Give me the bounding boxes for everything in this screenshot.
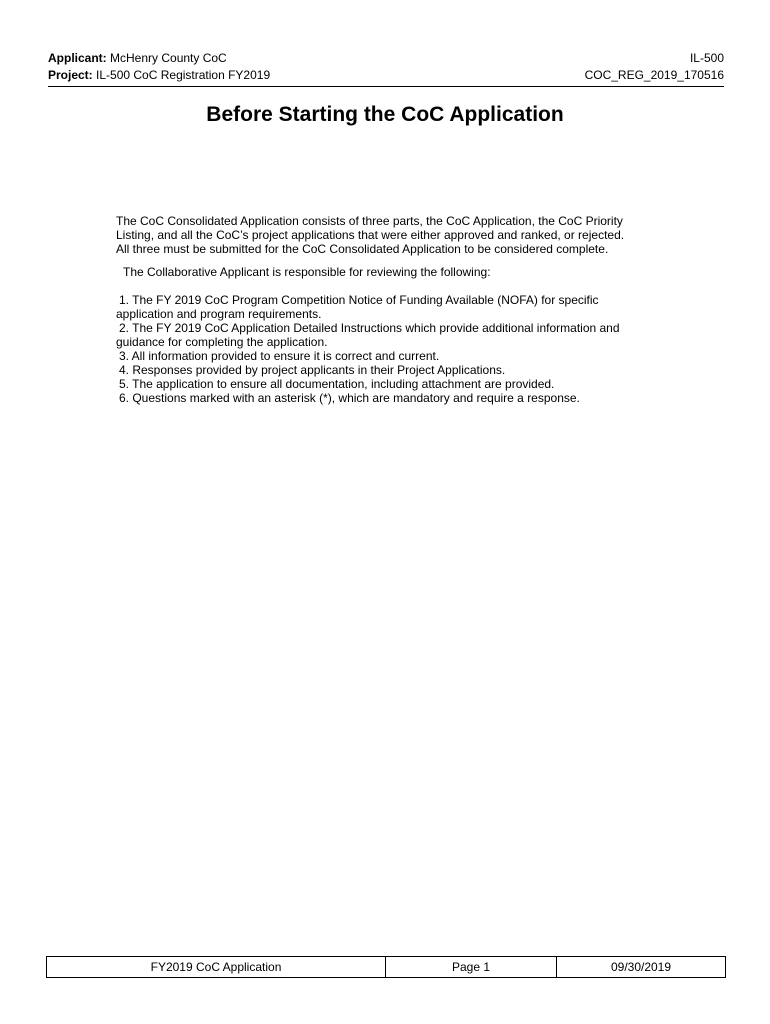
list-item: 6. Questions marked with an asterisk (*), which are mandatory and require a response. [119, 391, 580, 405]
header-right [585, 50, 724, 84]
responsibility-text: The Collaborative Applicant is responsible for reviewing the following: [123, 265, 491, 279]
intro-line-1: The CoC Consolidated Application consists of three parts, the CoC Application, the CoC Priority [116, 214, 623, 228]
list-item: 1. The FY 2019 CoC Program Competition Notice of Funding Available (NOFA) for specific [119, 293, 599, 307]
applicant-label: Applicant: [48, 51, 107, 65]
page-header [48, 50, 724, 87]
list-item-continued: application and program requirements. [116, 307, 322, 321]
intro-line-3: All three must be submitted for the CoC Consolidated Application to be considered complete. [116, 242, 609, 256]
body-text [116, 214, 661, 405]
project-label: Project: [48, 68, 93, 82]
list-item: 5. The application to ensure all documentation, including attachment are provided. [119, 377, 555, 391]
page-title: Before Starting the CoC Application [206, 103, 564, 126]
footer-page-number: Page 1 [386, 957, 557, 977]
list-item: 4. Responses provided by project applicants in their Project Applications. [119, 363, 506, 377]
registration-id: COC_REG_2019_170516 [584, 68, 724, 82]
project-line [48, 67, 270, 84]
page-footer [46, 956, 726, 978]
review-list [116, 293, 661, 405]
applicant-value: McHenry County CoC [110, 51, 227, 65]
footer-date: 09/30/2019 [610, 960, 672, 974]
list-item: 2. The FY 2019 CoC Application Detailed Instructions which provide additional information and [119, 321, 620, 335]
list-item-continued: guidance for completing the application. [116, 335, 328, 349]
project-value: IL-500 CoC Registration FY2019 [96, 68, 271, 82]
coc-code: IL-500 [689, 51, 724, 65]
applicant-line [48, 50, 270, 67]
list-item: 3. All information provided to ensure it is correct and current. [119, 349, 440, 363]
footer-doc-name: FY2019 CoC Application [47, 957, 386, 977]
header-left [48, 50, 270, 84]
intro-line-2: Listing, and all the CoC’s project applications that were either approved and ranked, or rejected. [116, 228, 625, 242]
